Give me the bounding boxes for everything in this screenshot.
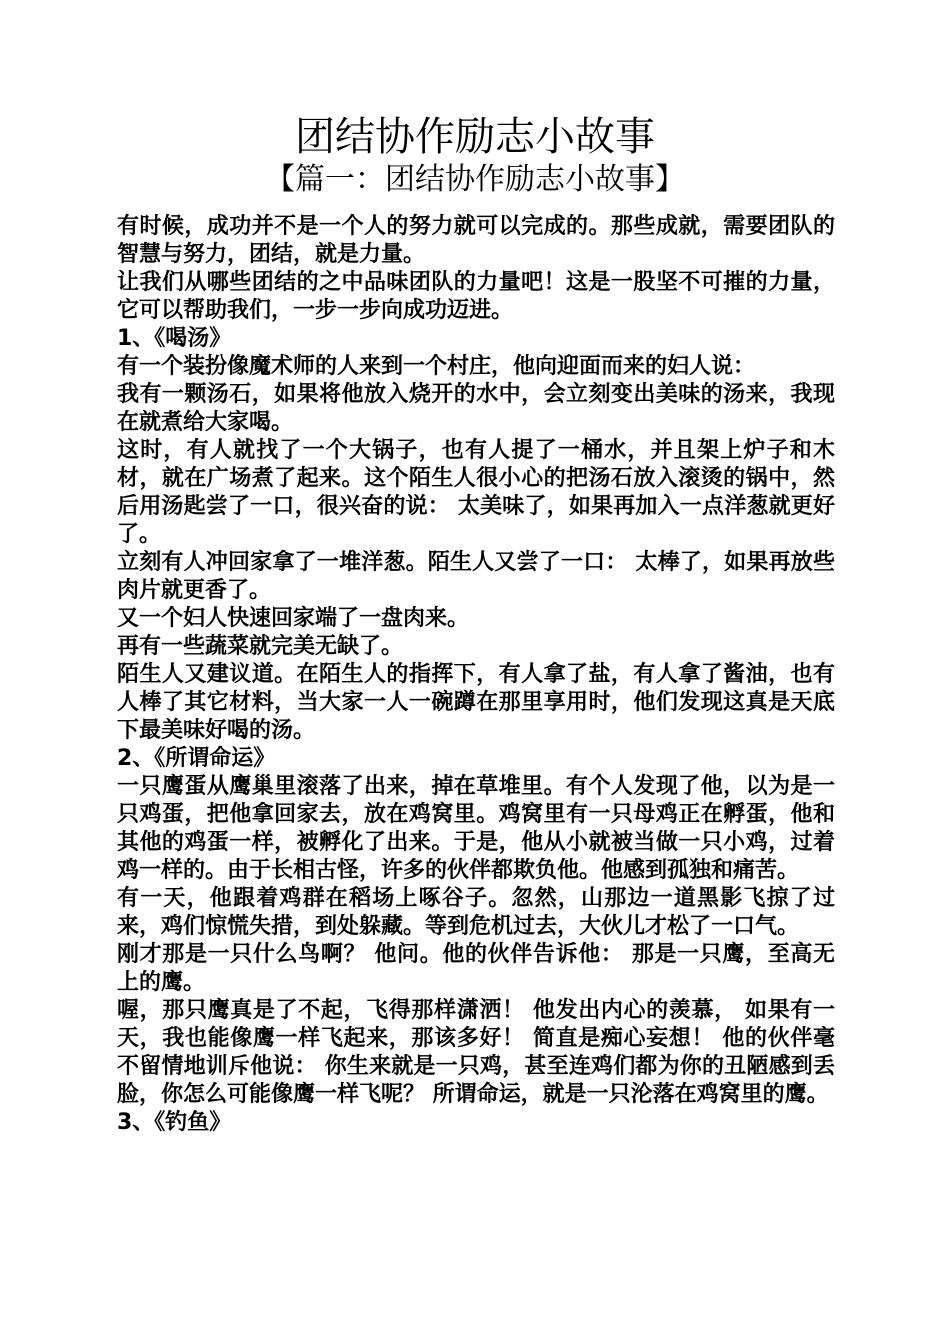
section-heading: 2、《所谓命运》 xyxy=(117,746,276,771)
document-title: 团结协作励志小故事 xyxy=(295,114,655,160)
paragraph: 有时候，成功并不是一个人的努力就可以完成的。那些成就，需要团队的智慧与努力，团结，就是力量。 xyxy=(117,214,835,267)
paragraph: 我有一颗汤石，如果将他放入烧开的水中，会立刻变出美味的汤来，我现在就煮给大家喝。 xyxy=(117,382,835,435)
paragraph: 陌生人又建议道。在陌生人的指挥下，有人拿了盐，有人拿了酱油，也有人棒了其它材料，当大家一人一碗蹲在那里享用时，他们发现这真是天底下最美味好喝的汤。 xyxy=(117,662,835,743)
document-subtitle: 【篇一：团结协作励志小故事】 xyxy=(265,162,685,197)
paragraph: 刚才那是一只什么鸟啊？ 他问。他的伙伴告诉他： 那是一只鹰，至高无上的鹰。 xyxy=(117,942,835,995)
paragraph: 这时，有人就找了一个大锅子，也有人提了一桶水，并且架上炉子和木材，就在广场煮了起来。这个陌生人很小心的把汤石放入滚烫的锅中，然后用汤匙尝了一口，很兴奋的说： 太美味了，如果再加入一点洋葱就更好了。 xyxy=(117,438,835,547)
paragraph: 有一个装扮像魔术师的人来到一个村庄，他向迎面而来的妇人说： xyxy=(117,354,756,379)
document-body xyxy=(117,213,835,1137)
paragraph: 有一天，他跟着鸡群在稻场上啄谷子。忽然，山那边一道黑影飞掠了过来，鸡们惊慌失措，到处躲藏。等到危机过去，大伙儿才松了一口气。 xyxy=(117,886,835,939)
paragraph: 一只鹰蛋从鹰巢里滚落了出来，掉在草堆里。有个人发现了他，以为是一只鸡蛋，把他拿回家去，放在鸡窝里。鸡窝里有一只母鸡正在孵蛋，他和其他的鸡蛋一样，被孵化了出来。于是，他从小就被当做一只小鸡，过着鸡一样的。由于长相古怪，许多的伙伴都欺负他。他感到孤独和痛苦。 xyxy=(117,774,835,883)
paragraph: 立刻有人冲回家拿了一堆洋葱。陌生人又尝了一口： 太棒了，如果再放些肉片就更香了。 xyxy=(117,550,835,603)
section-heading: 3、《钓鱼》 xyxy=(117,1110,232,1135)
paragraph: 又一个妇人快速回家端了一盘肉来。 xyxy=(117,606,470,631)
paragraph: 让我们从哪些团结的之中品味团队的力量吧！这是一股坚不可摧的力量，它可以帮助我们，一步一步向成功迈进。 xyxy=(117,270,835,323)
section-heading: 1、《喝汤》 xyxy=(117,326,232,351)
paragraph: 喔，那只鹰真是了不起，飞得那样潇洒！ 他发出内心的羡慕， 如果有一天，我也能像鹰一样飞起来，那该多好！ 简直是痴心妄想！ 他的伙伴毫不留情地训斥他说： 你生来就是一只鸡，甚至连鸡们都为你的丑陋感到丢脸，你怎么可能像鹰一样飞呢？ 所谓命运，就是一只沦落在鸡窝里的鹰。 xyxy=(117,998,835,1107)
paragraph: 再有一些蔬菜就完美无缺了。 xyxy=(117,634,404,659)
